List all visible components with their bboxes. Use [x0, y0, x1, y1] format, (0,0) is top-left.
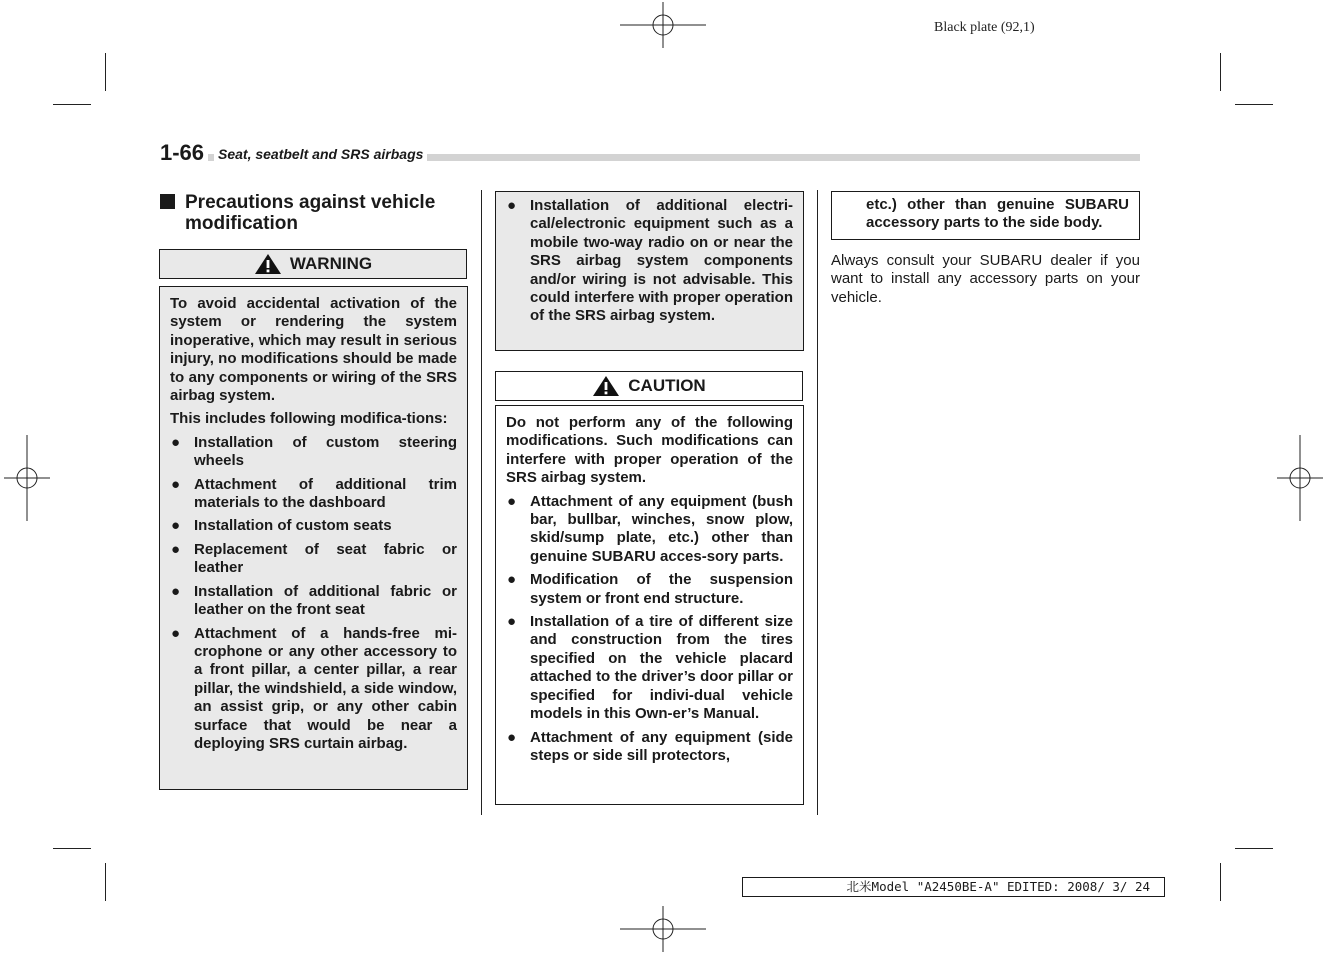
caution-intro: Do not perform any of the following modifications. Such modifications can interfere with proper operation of the SRS airbag system.	[506, 414, 793, 487]
registration-mark-icon	[4, 435, 50, 521]
plate-label: Black plate (92,1)	[934, 20, 1035, 35]
caution-continued-text: etc.) other than genuine SUBARU accessory parts to the side body.	[866, 196, 1129, 232]
crop-mark	[1235, 848, 1273, 849]
square-bullet-icon	[160, 194, 175, 209]
list-item: ● Attachment of any equipment (bush bar, bullbar, winches, snow plow, skid/sump plate, etc.) other than genuine SUBARU acces-sory parts.	[507, 492, 793, 565]
list-item: ● Attachment of additional trim materials to the dashboard	[171, 475, 457, 512]
list-item: ● Installation of custom seats	[171, 517, 392, 535]
crop-mark	[1220, 863, 1221, 901]
page-number: 1-66	[160, 140, 205, 165]
list-item: ● Replacement of seat fabric or leather	[171, 540, 457, 577]
column-divider	[481, 190, 482, 815]
caution-label-text: CAUTION	[628, 376, 706, 395]
warning-label-text: WARNING	[289, 254, 373, 273]
crop-mark	[1235, 104, 1273, 105]
body-text: Always consult your SUBARU dealer if you want to install any accessory parts on your vehicle.	[831, 252, 1140, 306]
section-heading: Precautions against vehicle modification	[160, 192, 470, 234]
list-item: ● Installation of a tire of different size and construction from the tires specified on the vehicle placard attached to the driver’s door pillar or specified for indivi-dual vehicle models in this Own-er’s Manual.	[507, 613, 793, 723]
warning-intro: To avoid accidental activation of the system or rendering the system inoperative, which may result in serious injury, no modifications should be made to any components or wiring of the SRS airbag system.	[170, 295, 457, 405]
list-item: ● Attachment of a hands-free mi-crophone or any other accessory to a front pillar, a center pillar, a rear pillar, the windshield, a side window, an assist grip, or any other cabin surface that would be near a deploying SRS curtain airbag.	[171, 624, 457, 752]
warning-notice	[159, 286, 468, 790]
crop-mark	[1220, 53, 1221, 91]
column-divider	[817, 190, 818, 815]
registration-mark-icon	[1277, 435, 1323, 521]
caution-label	[495, 371, 803, 401]
list-item: ● Installation of custom steering wheels	[171, 433, 457, 470]
warning-triangle-icon	[592, 375, 620, 397]
warning-triangle-icon	[254, 253, 282, 275]
registration-mark-icon	[620, 906, 706, 952]
crop-mark	[53, 104, 91, 105]
section-title-wrap	[214, 146, 427, 166]
warning-notice-continued	[495, 191, 804, 351]
crop-mark	[105, 863, 106, 901]
list-item: ● Modification of the suspension system or front end structure.	[507, 571, 793, 607]
warning-list	[506, 197, 793, 326]
list-item: ● Installation of additional fabric or leather on the front seat	[171, 582, 457, 619]
caution-notice	[495, 405, 804, 805]
list-item: ● Installation of additional electri-cal/electronic equipment such as a mobile two-way radio on or near the SRS airbag system components and/or wiring is not advisable. This could interfere with proper operation of the SRS airbag system.	[507, 197, 793, 325]
caution-list	[506, 493, 793, 766]
section-title: Seat, seatbelt and SRS airbags	[218, 146, 424, 162]
warning-list	[170, 434, 457, 754]
list-item: ● Attachment of any equipment (side steps or side sill protectors,	[507, 728, 793, 764]
warning-list-intro: This includes following modifica-tions:	[170, 410, 448, 428]
registration-mark-icon	[620, 2, 706, 48]
warning-label	[159, 249, 467, 279]
crop-mark	[105, 53, 106, 91]
footer-edit-info: 北米Model "A2450BE-A" EDITED: 2008/ 3/ 24	[742, 877, 1165, 897]
caution-notice-continued	[831, 191, 1140, 240]
crop-mark	[53, 848, 91, 849]
